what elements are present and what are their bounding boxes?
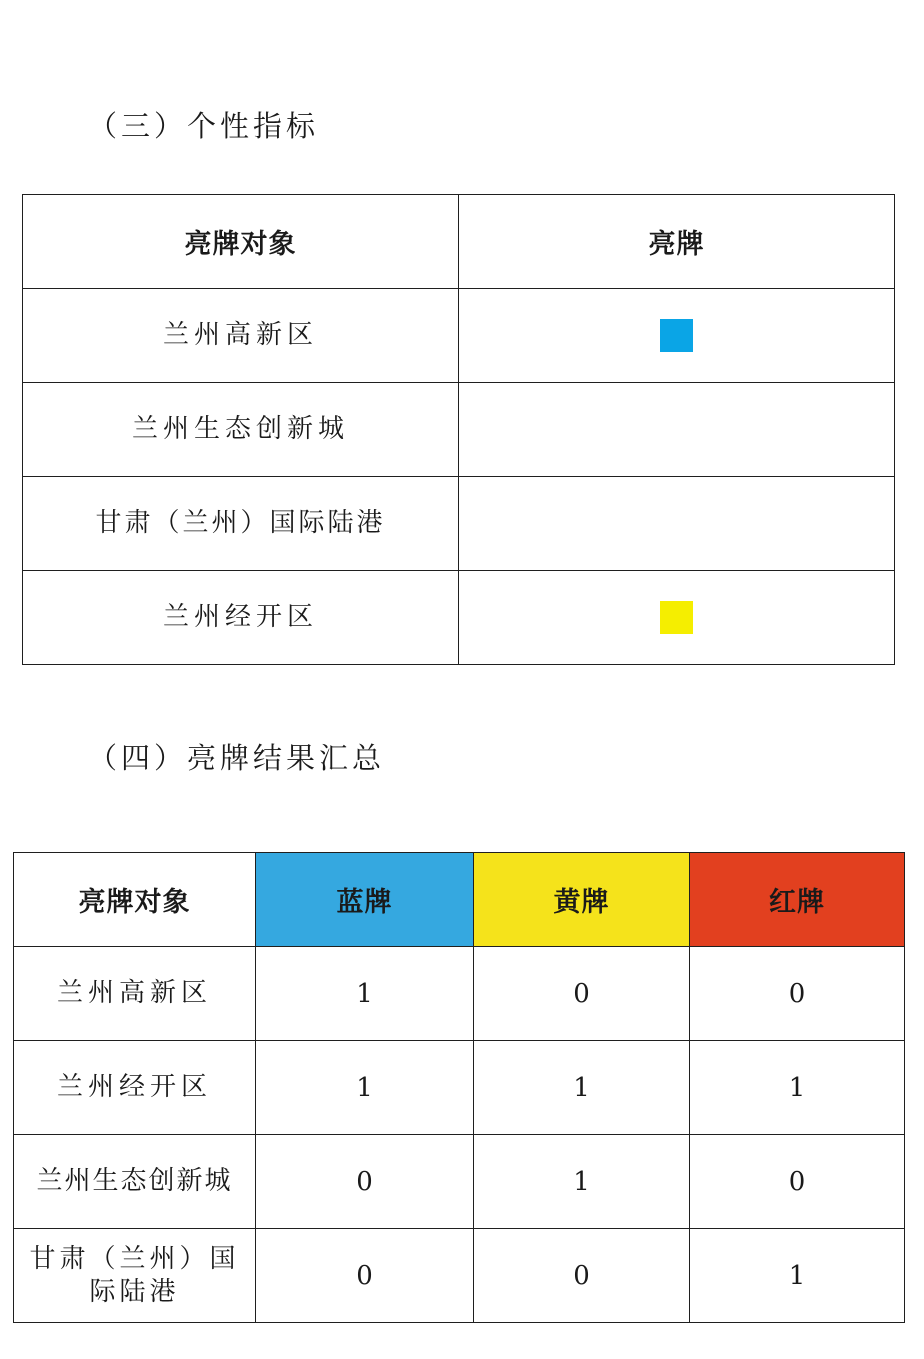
yellow-count: 0 bbox=[474, 947, 690, 1041]
row-name: 兰州高新区 bbox=[14, 947, 256, 1041]
header-card: 亮牌 bbox=[459, 195, 895, 289]
table-header-row bbox=[14, 853, 905, 947]
table-row bbox=[23, 289, 895, 383]
red-count: 1 bbox=[690, 1229, 905, 1323]
section-heading-individual-indicators: （三）个性指标 bbox=[88, 109, 320, 143]
header-red-card: 红牌 bbox=[690, 853, 905, 947]
yellow-card-swatch bbox=[660, 601, 693, 634]
yellow-count: 1 bbox=[474, 1041, 690, 1135]
blue-count: 1 bbox=[256, 947, 474, 1041]
table-row bbox=[14, 1229, 905, 1323]
card-cell bbox=[459, 571, 895, 665]
card-cell bbox=[459, 383, 895, 477]
table-header-row bbox=[23, 195, 895, 289]
table-row bbox=[23, 571, 895, 665]
row-name: 兰州生态创新城 bbox=[14, 1135, 256, 1229]
card-summary-table bbox=[13, 852, 905, 1323]
section-heading-summary: （四）亮牌结果汇总 bbox=[88, 741, 386, 775]
table-row bbox=[23, 477, 895, 571]
row-name: 甘肃（兰州）国际陆港 bbox=[14, 1229, 256, 1323]
table-row bbox=[23, 383, 895, 477]
blue-count: 0 bbox=[256, 1229, 474, 1323]
row-name: 兰州高新区 bbox=[23, 289, 459, 383]
table-row bbox=[14, 1041, 905, 1135]
yellow-count: 1 bbox=[474, 1135, 690, 1229]
row-name: 兰州经开区 bbox=[14, 1041, 256, 1135]
table-row bbox=[14, 947, 905, 1041]
header-target: 亮牌对象 bbox=[14, 853, 256, 947]
red-count: 0 bbox=[690, 947, 905, 1041]
header-blue-card: 蓝牌 bbox=[256, 853, 474, 947]
card-cell bbox=[459, 289, 895, 383]
blue-card-swatch bbox=[660, 319, 693, 352]
table-row bbox=[14, 1135, 905, 1229]
red-count: 0 bbox=[690, 1135, 905, 1229]
blue-count: 0 bbox=[256, 1135, 474, 1229]
row-name: 甘肃（兰州）国际陆港 bbox=[23, 477, 459, 571]
yellow-count: 0 bbox=[474, 1229, 690, 1323]
card-cell bbox=[459, 477, 895, 571]
red-count: 1 bbox=[690, 1041, 905, 1135]
individual-indicators-table bbox=[22, 194, 895, 665]
blue-count: 1 bbox=[256, 1041, 474, 1135]
row-name: 兰州生态创新城 bbox=[23, 383, 459, 477]
header-yellow-card: 黄牌 bbox=[474, 853, 690, 947]
header-target: 亮牌对象 bbox=[23, 195, 459, 289]
row-name: 兰州经开区 bbox=[23, 571, 459, 665]
